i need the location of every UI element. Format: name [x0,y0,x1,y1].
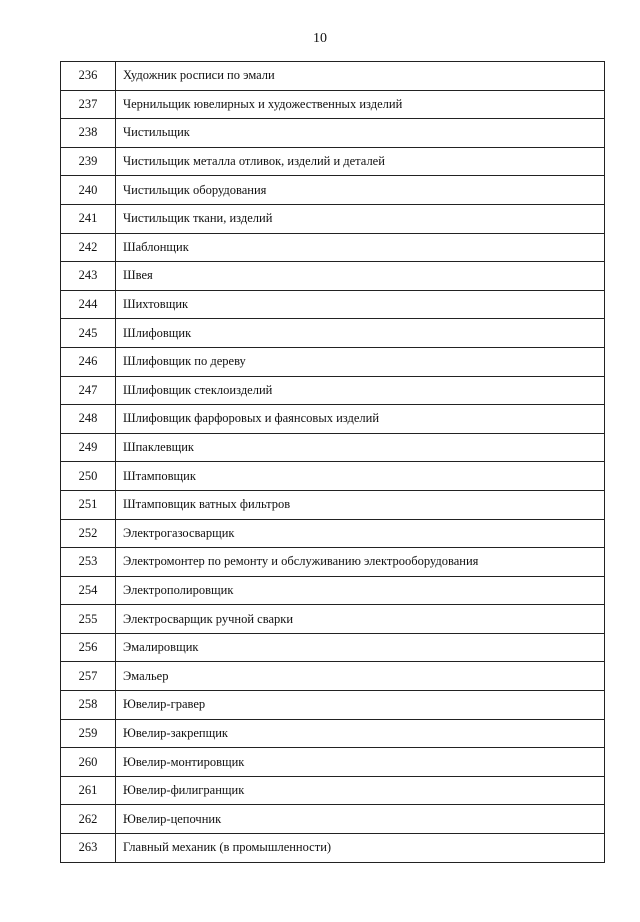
table-row [61,262,605,291]
table-row [61,662,605,691]
table-row [61,347,605,376]
row-number-cell: 242 [61,233,116,262]
profession-name-cell: Ювелир-закрепщик [116,719,605,748]
profession-name-cell: Шлифовщик [116,319,605,348]
row-number-cell: 241 [61,204,116,233]
table-row [61,691,605,720]
row-number-cell: 236 [61,62,116,91]
profession-name-cell: Эмальер [116,662,605,691]
row-number-cell: 256 [61,633,116,662]
profession-name-cell: Главный механик (в промышленности) [116,834,605,863]
table-row [61,776,605,805]
table-row [61,805,605,834]
row-number-cell: 247 [61,376,116,405]
profession-name-cell: Шихтовщик [116,290,605,319]
row-number-cell: 257 [61,662,116,691]
table-row [61,62,605,91]
profession-name-cell: Швея [116,262,605,291]
table-row [61,376,605,405]
table-row [61,204,605,233]
table-row [61,490,605,519]
profession-name-cell: Шлифовщик по дереву [116,347,605,376]
row-number-cell: 250 [61,462,116,491]
profession-name-cell: Штамповщик ватных фильтров [116,490,605,519]
profession-name-cell: Ювелир-гравер [116,691,605,720]
table-row [61,576,605,605]
row-number-cell: 253 [61,548,116,577]
profession-table [60,61,605,863]
profession-table-body [61,62,605,863]
table-row [61,834,605,863]
row-number-cell: 240 [61,176,116,205]
profession-name-cell: Чистильщик ткани, изделий [116,204,605,233]
table-row [61,90,605,119]
profession-name-cell: Электромонтер по ремонту и обслуживанию электрооборудования [116,548,605,577]
table-row [61,147,605,176]
table-row [61,233,605,262]
row-number-cell: 239 [61,147,116,176]
table-row [61,633,605,662]
profession-name-cell: Электросварщик ручной сварки [116,605,605,634]
profession-name-cell: Чистильщик металла отливок, изделий и деталей [116,147,605,176]
row-number-cell: 244 [61,290,116,319]
table-row [61,605,605,634]
table-row [61,719,605,748]
row-number-cell: 259 [61,719,116,748]
row-number-cell: 249 [61,433,116,462]
profession-name-cell: Шлифовщик стеклоизделий [116,376,605,405]
table-row [61,519,605,548]
row-number-cell: 254 [61,576,116,605]
row-number-cell: 252 [61,519,116,548]
profession-name-cell: Штамповщик [116,462,605,491]
profession-name-cell: Чернильщик ювелирных и художественных изделий [116,90,605,119]
table-row [61,290,605,319]
table-row [61,176,605,205]
profession-name-cell: Шпаклевщик [116,433,605,462]
table-row [61,748,605,777]
table-row [61,548,605,577]
profession-name-cell: Электрогазосварщик [116,519,605,548]
page-number: 10 [313,31,327,46]
profession-name-cell: Чистильщик оборудования [116,176,605,205]
row-number-cell: 262 [61,805,116,834]
profession-name-cell: Ювелир-монтировщик [116,748,605,777]
row-number-cell: 255 [61,605,116,634]
profession-name-cell: Электрополировщик [116,576,605,605]
table-row [61,319,605,348]
table-row [61,433,605,462]
profession-name-cell: Шаблонщик [116,233,605,262]
row-number-cell: 251 [61,490,116,519]
row-number-cell: 243 [61,262,116,291]
profession-name-cell: Ювелир-филигранщик [116,776,605,805]
profession-name-cell: Художник росписи по эмали [116,62,605,91]
profession-name-cell: Ювелир-цепочник [116,805,605,834]
row-number-cell: 238 [61,119,116,148]
table-row [61,462,605,491]
profession-name-cell: Чистильщик [116,119,605,148]
row-number-cell: 246 [61,347,116,376]
row-number-cell: 237 [61,90,116,119]
profession-name-cell: Шлифовщик фарфоровых и фаянсовых изделий [116,405,605,434]
table-row [61,119,605,148]
row-number-cell: 260 [61,748,116,777]
row-number-cell: 261 [61,776,116,805]
row-number-cell: 248 [61,405,116,434]
row-number-cell: 263 [61,834,116,863]
row-number-cell: 245 [61,319,116,348]
profession-name-cell: Эмалировщик [116,633,605,662]
row-number-cell: 258 [61,691,116,720]
table-row [61,405,605,434]
